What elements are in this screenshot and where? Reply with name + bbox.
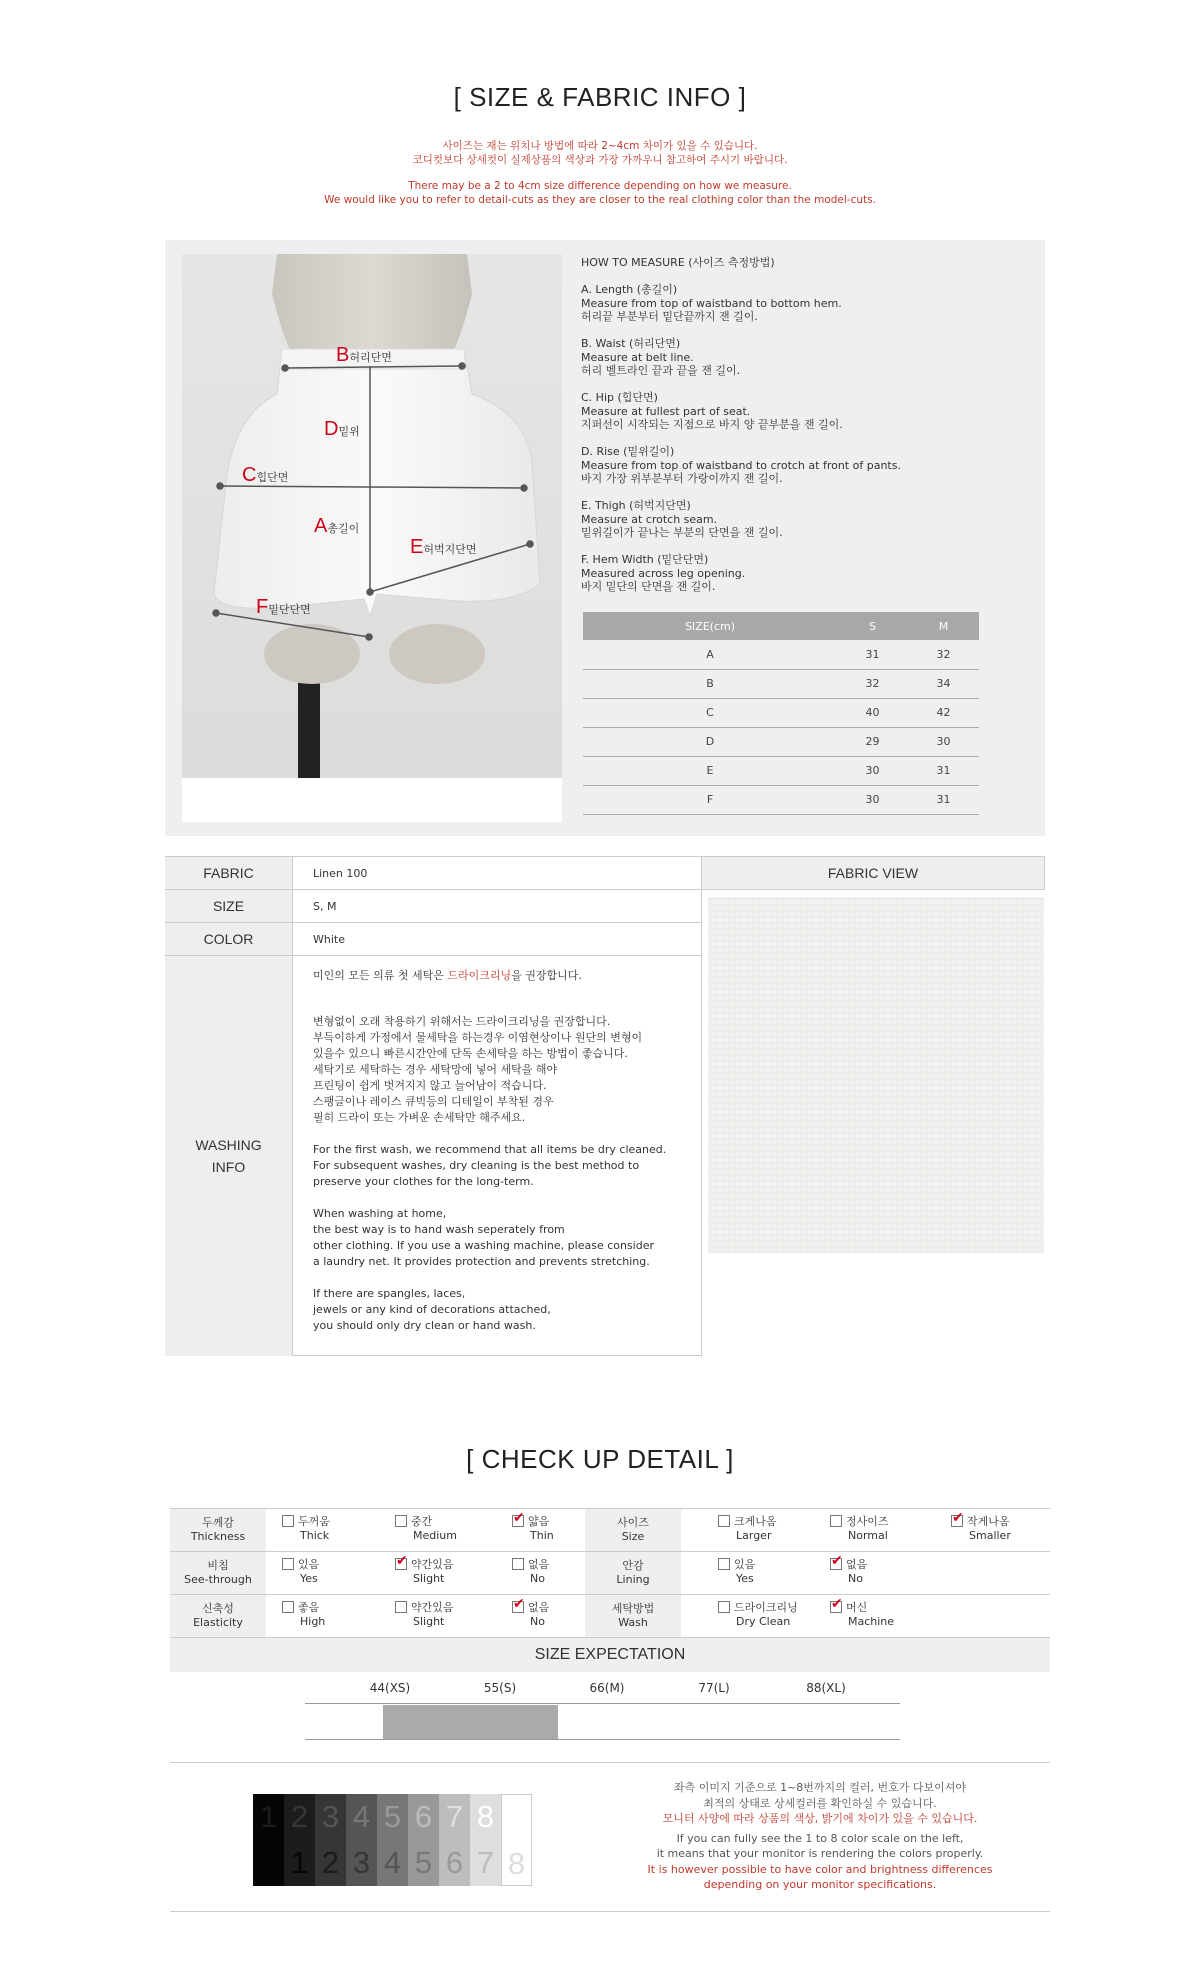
- scale-number-top: 6: [414, 1799, 433, 1834]
- label-text: 힙단면: [256, 471, 289, 484]
- size-label-m: 66(M): [589, 1681, 625, 1695]
- label-letter: D: [324, 418, 339, 440]
- notice-line: 사이즈는 재는 위치나 방법에 따라 2~4cm 차이가 있을 수 있습니다.: [442, 140, 758, 152]
- scale-number-top: 3: [321, 1799, 340, 1834]
- color-scale-cell: [346, 1794, 377, 1886]
- table-row: [583, 698, 979, 727]
- scale-number-top: 1: [259, 1799, 278, 1834]
- size-notice-ko: [0, 139, 1200, 167]
- section-title-checkup: [ CHECK UP DETAIL ]: [466, 1444, 734, 1474]
- thickness-label: [170, 1509, 266, 1551]
- option-ko: 없음: [528, 1558, 550, 1571]
- checkbox-checked-icon[interactable]: [830, 1558, 842, 1570]
- option-en: Yes: [300, 1572, 318, 1585]
- option-en: High: [300, 1615, 326, 1628]
- checkup-row-elasticity: [170, 1595, 1050, 1638]
- checkbox-icon[interactable]: [718, 1515, 730, 1527]
- scale-number-bottom: 8: [507, 1846, 526, 1881]
- checkbox-icon[interactable]: [282, 1601, 294, 1613]
- washing-instructions: [313, 968, 693, 1334]
- option-ko: 얇음: [528, 1515, 550, 1528]
- label-en: See-through: [184, 1573, 252, 1586]
- label-en: Lining: [616, 1573, 650, 1586]
- size-label-xl: 88(XL): [806, 1681, 846, 1695]
- color-label: COLOR: [165, 923, 293, 955]
- option-thick[interactable]: [282, 1515, 330, 1543]
- color-row: [165, 923, 701, 956]
- option-en: Yes: [736, 1572, 754, 1585]
- washing-label: [165, 956, 293, 1356]
- label-letter: F: [256, 596, 269, 618]
- table-row: [583, 669, 979, 698]
- option-lining-no[interactable]: [830, 1558, 867, 1586]
- cell: 30: [837, 756, 908, 785]
- label-letter: B: [336, 344, 350, 366]
- color-scale-cell: [408, 1794, 439, 1886]
- checkbox-icon[interactable]: [718, 1601, 730, 1613]
- washing-first: [313, 968, 693, 984]
- notice-line: We would like you to refer to detail-cuts as they are closer to the real clothing color than the model-cuts.: [324, 194, 876, 206]
- wash-label: [585, 1595, 681, 1637]
- option-ko: 드라이크리닝: [734, 1601, 798, 1614]
- cell: 42: [908, 698, 979, 727]
- option-en: Medium: [413, 1529, 457, 1542]
- washing-body: 변형없이 오래 착용하기 위해서는 드라이크리닝을 권장합니다. 부득이하게 가정에서 물세탁을 하는경우 이염현상이나 원단의 변형이 있을수 있으니 빠른시간안에 단독 손세탁을 하는 방법이 좋습니다. 세탁기로 세탁하는 경우 세탁망에 넣어 세탁을 해야 프린팅이 쉽게 벗겨지지 않고 늘어남이 적습니다. 스팽글이나 레이스 큐빅등의 디테일이 부착된 경우 필히 드라이 또는 가벼운 손세탁만 해주세요. For the first wash, we recommend that all items be dry cleaned. For subsequent washes, dry cleaning is the best method to preserve your clothes for the long-term. When washing at home, the best way is to hand wash seperately from other clothing. If you use a washing machine, please consider a laundry net. It provides protection and prevents stretching. If there are spangles, laces, jewels or any kind of decorations attached, you should only dry clean or hand wash.: [313, 1015, 667, 1332]
- option-en: Smaller: [969, 1529, 1011, 1542]
- option-lining-yes[interactable]: [718, 1558, 755, 1586]
- option-en: Normal: [848, 1529, 888, 1542]
- option-machine[interactable]: [830, 1601, 894, 1629]
- cell: 30: [837, 785, 908, 814]
- color-scale-cell: [253, 1794, 284, 1886]
- option-smaller[interactable]: [951, 1515, 1011, 1543]
- option-en: No: [530, 1615, 545, 1628]
- fabric-label: FABRIC: [165, 857, 293, 889]
- header-cell: SIZE(cm): [583, 612, 837, 640]
- option-ko: 중간: [411, 1515, 433, 1528]
- shorts-illustration: [182, 254, 562, 778]
- scale-number-top: 5: [383, 1799, 402, 1834]
- label-d: [324, 418, 360, 441]
- label-c: [242, 464, 288, 487]
- size-table-header: [583, 612, 979, 640]
- checkbox-checked-icon[interactable]: [512, 1515, 524, 1527]
- note-line: If you can fully see the 1 to 8 color scale on the left,: [676, 1831, 964, 1845]
- option-high[interactable]: [282, 1601, 325, 1629]
- size-row: [165, 890, 701, 923]
- cell: 29: [837, 727, 908, 756]
- option-ko: 두꺼움: [298, 1515, 330, 1528]
- washing-label-line: WASHING: [195, 1137, 262, 1153]
- fabric-divider: [701, 890, 702, 1356]
- option-en: Larger: [736, 1529, 772, 1542]
- option-no[interactable]: [512, 1558, 549, 1586]
- option-en: Thin: [530, 1529, 554, 1542]
- label-en: Wash: [618, 1616, 648, 1629]
- label-en: Size: [621, 1530, 645, 1543]
- fabric-value: Linen 100: [313, 867, 368, 880]
- cell: F: [583, 785, 837, 814]
- monitor-note: [610, 1780, 1030, 1893]
- color-value: White: [313, 933, 345, 946]
- size-label: SIZE: [165, 890, 293, 922]
- label-text: 밑위: [338, 425, 360, 438]
- photo-caption-area: [182, 778, 562, 822]
- scale-number-bottom: 3: [352, 1845, 371, 1880]
- option-ko: 있음: [298, 1558, 320, 1571]
- option-en: Machine: [848, 1615, 895, 1628]
- size-expectation-header: SIZE EXPECTATION: [170, 1638, 1050, 1672]
- option-en: No: [848, 1572, 863, 1585]
- checkbox-checked-icon[interactable]: [512, 1601, 524, 1613]
- header-cell: M: [908, 612, 979, 640]
- checkbox-checked-icon[interactable]: [951, 1515, 963, 1527]
- cell: 32: [908, 640, 979, 669]
- cell: C: [583, 698, 837, 727]
- scale-number-top: 4: [352, 1799, 371, 1834]
- option-ko: 없음: [528, 1601, 550, 1614]
- seethrough-label: [170, 1552, 266, 1594]
- label-text: 허벅지단면: [423, 543, 477, 556]
- table-row: [583, 727, 979, 756]
- cell: 40: [837, 698, 908, 727]
- scale-number-bottom: 5: [414, 1845, 433, 1880]
- option-ko: 약간있음: [411, 1558, 454, 1571]
- cell: 31: [837, 640, 908, 669]
- fabric-info-table: [165, 856, 701, 1356]
- color-scale-cell: [377, 1794, 408, 1886]
- label-ko: 비침: [207, 1559, 229, 1572]
- size-table: [583, 612, 979, 815]
- option-no[interactable]: [512, 1601, 549, 1629]
- option-thin[interactable]: [512, 1515, 554, 1543]
- how-to-measure-text: HOW TO MEASURE (사이즈 측정방법) A. Length (총길이) Measure from top of waistband to bottom hem. 허리끝 부분부터 밑단끝까지 잰 길이. B. Waist (허리단면) Measure at belt line. 허리 벨트라인 끝과 끝을 잰 길이. C. Hip (힙단면) Measure at fullest part of seat. 지퍼선이 시작되는 지점으로 바지 양 끝부분을 잰 길이. D. Rise (밑위길이) Measure from top of waistband to crotch at front of pants. 바지 가장 위부분부터 가랑이까지 잰 길이. E. Thigh (허벅지단면) Measure at crotch seam. 밑위길이가 끝나는 부분의 단면을 잰 길이. F. Hem Width (밑단단면) Measured across leg opening. 바지 밑단의 단면을 잰 길이.: [581, 256, 901, 593]
- cell: E: [583, 756, 837, 785]
- washing-first-text: 을 권장합니다.: [511, 969, 582, 982]
- color-scale-cell: [439, 1794, 470, 1886]
- size-label-s: 55(S): [483, 1681, 517, 1695]
- scale-number-bottom: 1: [290, 1845, 309, 1880]
- option-en: Slight: [413, 1572, 445, 1585]
- washing-row: [165, 956, 701, 1356]
- note-line-red: It is however possible to have color and brightness differences: [647, 1862, 993, 1876]
- checkbox-icon[interactable]: [718, 1558, 730, 1570]
- cell: A: [583, 640, 837, 669]
- label-en: Thickness: [190, 1530, 246, 1543]
- color-scale-cell: [470, 1794, 501, 1886]
- option-ko: 작게나옴: [967, 1515, 1010, 1528]
- label-letter: A: [314, 515, 328, 537]
- note-line: it means that your monitor is rendering the colors properly.: [656, 1847, 984, 1860]
- option-en: Dry Clean: [736, 1615, 791, 1628]
- washing-label-line: INFO: [211, 1159, 246, 1175]
- option-normal[interactable]: [830, 1515, 889, 1543]
- section-title-size-fabric: [ SIZE & FABRIC INFO ]: [453, 82, 747, 112]
- checkbox-icon[interactable]: [830, 1515, 842, 1527]
- option-ko: 없음: [846, 1558, 868, 1571]
- notice-line: There may be a 2 to 4cm size difference depending on how we measure.: [408, 180, 792, 192]
- label-letter: C: [242, 464, 257, 486]
- scale-number-bottom: 7: [476, 1845, 495, 1880]
- measure-diagram-photo: [182, 254, 562, 778]
- label-en: Elasticity: [193, 1616, 243, 1629]
- option-ko: 크게나옴: [734, 1515, 777, 1528]
- label-text: 허리단면: [349, 351, 392, 364]
- size-label-xs: 44(XS): [369, 1681, 411, 1695]
- scale-number-top: 2: [290, 1799, 309, 1834]
- option-slight[interactable]: [395, 1558, 454, 1586]
- label-a: [314, 515, 359, 538]
- option-yes[interactable]: [282, 1558, 319, 1586]
- cell: 32: [837, 669, 908, 698]
- notice-line: 코디컷보다 상세컷이 실제상품의 색상과 가장 가까우니 참고하여 주시기 바랍니다.: [412, 154, 788, 166]
- size-bar-bottom: [305, 1739, 900, 1740]
- checkup-row-seethrough: [170, 1552, 1050, 1595]
- label-ko: 신축성: [202, 1602, 234, 1615]
- note-line: 좌측 이미지 기준으로 1~8번까지의 컬러, 번호가 다보이셔야: [673, 1781, 967, 1794]
- checkbox-icon[interactable]: [395, 1515, 407, 1527]
- label-ko: 사이즈: [617, 1516, 649, 1529]
- label-ko: 두께감: [202, 1516, 234, 1529]
- label-letter: E: [410, 536, 424, 558]
- size-value: S, M: [313, 900, 337, 913]
- washing-first-text: 미인의 모든 의류 첫 세탁은: [313, 969, 448, 982]
- header-cell: S: [837, 612, 908, 640]
- table-row: [583, 785, 979, 814]
- scale-number-bottom: 2: [321, 1845, 340, 1880]
- option-larger[interactable]: [718, 1515, 777, 1543]
- elasticity-label: [170, 1595, 266, 1637]
- scale-number-top: 7: [445, 1799, 464, 1834]
- checkbox-icon[interactable]: [282, 1515, 294, 1527]
- cell: 30: [908, 727, 979, 756]
- table-row: [583, 756, 979, 785]
- checkbox-icon[interactable]: [395, 1601, 407, 1613]
- label-b: [336, 344, 392, 367]
- color-scale-cell: [315, 1794, 346, 1886]
- option-slight[interactable]: [395, 1601, 454, 1629]
- cell: 34: [908, 669, 979, 698]
- scale-number-bottom: [253, 1840, 284, 1886]
- label-e: [410, 536, 476, 559]
- label-ko: 안감: [622, 1559, 644, 1572]
- option-ko: 약간있음: [411, 1601, 454, 1614]
- divider: [170, 1911, 1050, 1912]
- option-en: No: [530, 1572, 545, 1585]
- option-dry-clean[interactable]: [718, 1601, 798, 1629]
- scale-number-top: [502, 1795, 531, 1841]
- checkbox-icon[interactable]: [512, 1558, 524, 1570]
- washing-first-highlight: 드라이크리닝: [447, 969, 512, 982]
- label-f: [256, 596, 311, 619]
- size-bar-top: [305, 1703, 900, 1704]
- cell: D: [583, 727, 837, 756]
- checkbox-checked-icon[interactable]: [395, 1558, 407, 1570]
- size-notice-en: [0, 179, 1200, 207]
- option-ko: 머신: [846, 1601, 868, 1614]
- scale-number-bottom: 6: [445, 1845, 464, 1880]
- checkbox-checked-icon[interactable]: [830, 1601, 842, 1613]
- option-ko: 있음: [734, 1558, 756, 1571]
- linen-texture: [708, 897, 1044, 1253]
- option-ko: 정사이즈: [846, 1515, 889, 1528]
- option-medium[interactable]: [395, 1515, 457, 1543]
- cell: 31: [908, 785, 979, 814]
- cell: 31: [908, 756, 979, 785]
- fabric-view-image: [708, 897, 1044, 1253]
- scale-number-bottom: 4: [383, 1845, 402, 1880]
- size-expectation-fill: [383, 1705, 558, 1739]
- cell: B: [583, 669, 837, 698]
- size-label-l: 77(L): [698, 1681, 730, 1695]
- scale-number-top: 8: [476, 1799, 495, 1834]
- option-en: Thick: [300, 1529, 330, 1542]
- size-fit-label: [585, 1509, 681, 1551]
- divider: [170, 1762, 1050, 1763]
- color-scale-cell: [501, 1794, 532, 1886]
- checkbox-icon[interactable]: [282, 1558, 294, 1570]
- option-ko: 좋음: [298, 1601, 320, 1614]
- note-line-red: depending on your monitor specifications.: [703, 1878, 937, 1891]
- color-scale-cell: [284, 1794, 315, 1886]
- note-line: 최적의 상태로 상세컬러를 확인하실 수 있습니다.: [703, 1796, 937, 1810]
- checkup-row-thickness: [170, 1509, 1050, 1552]
- label-text: 밑단단면: [268, 603, 311, 616]
- option-en: Slight: [413, 1615, 445, 1628]
- label-text: 총길이: [327, 522, 360, 535]
- lining-label: [585, 1552, 681, 1594]
- table-row: [583, 640, 979, 669]
- fabric-row: [165, 857, 701, 890]
- label-ko: 세탁방법: [611, 1602, 655, 1615]
- fabric-view-header: FABRIC VIEW: [701, 856, 1045, 890]
- note-line-red: 모니터 사양에 따라 상품의 색상, 밝기에 차이가 있을 수 있습니다.: [662, 1812, 978, 1825]
